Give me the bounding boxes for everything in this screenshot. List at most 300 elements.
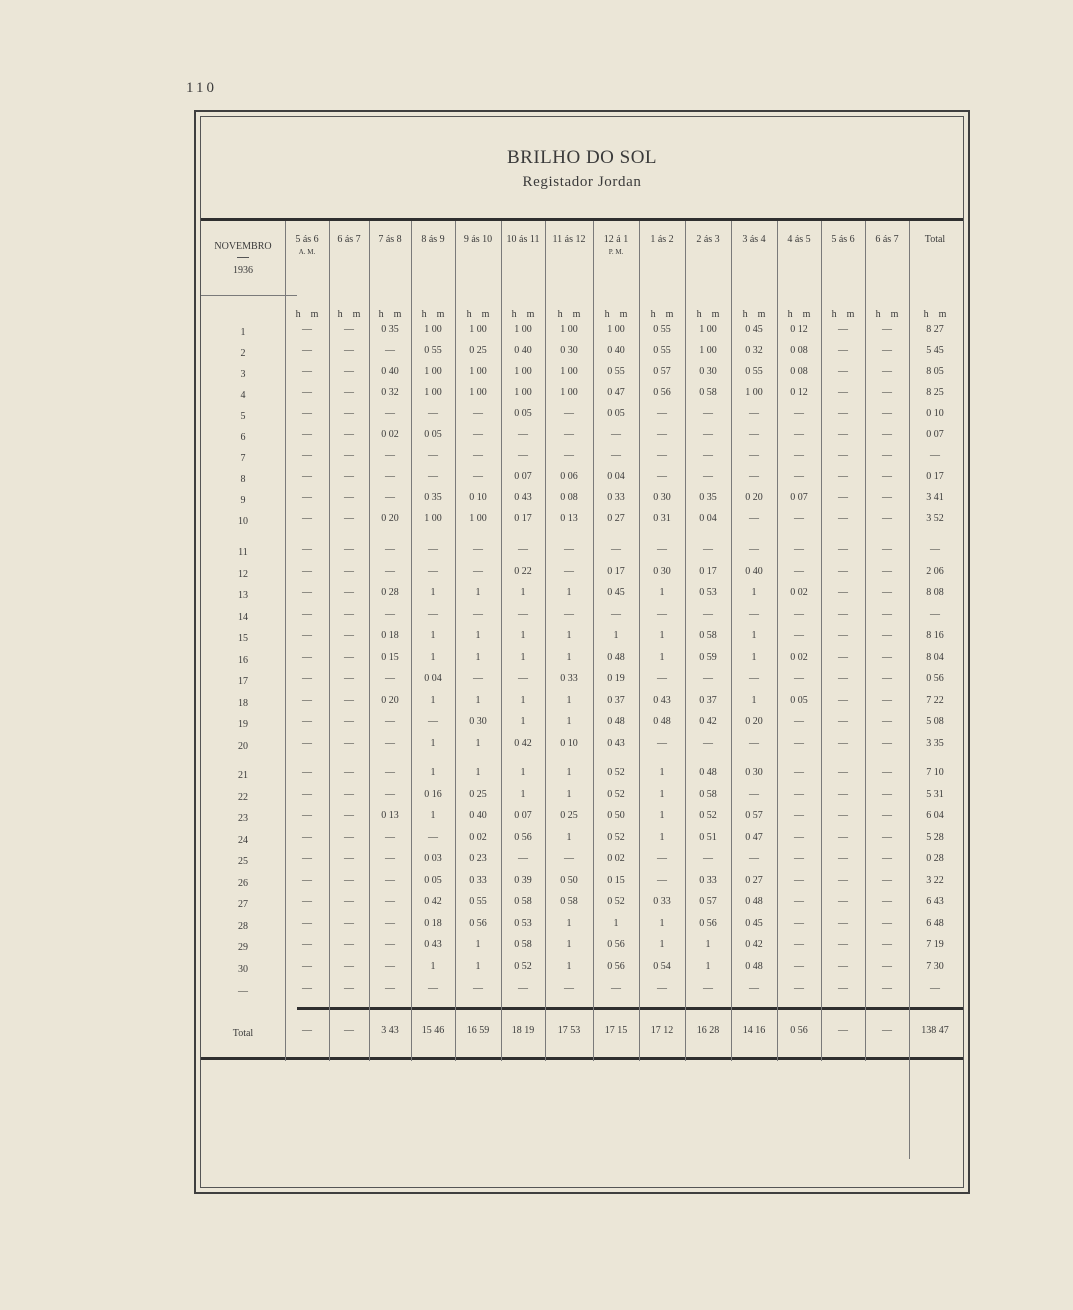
table-cell: 0 25 [469, 345, 487, 356]
day-label: 19 [238, 719, 248, 730]
table-cell: 1 00 [560, 387, 578, 398]
table-cell: — [882, 737, 892, 749]
table-cell: — [385, 853, 395, 864]
unit-hours: h [378, 309, 384, 320]
table-cell: — [302, 651, 312, 663]
table-cell: 0 53 [514, 917, 532, 929]
table-cell: 0 28 [381, 587, 399, 598]
table-frame [194, 110, 970, 1194]
table-cell: 0 05 [790, 694, 808, 706]
table-cell: 1 [659, 788, 665, 800]
table-cell: — [838, 513, 848, 524]
table-cell: — [518, 853, 528, 864]
table-cell: — [302, 716, 312, 727]
table-cell: 1 [475, 960, 481, 972]
table-cell: — [344, 471, 354, 482]
unit-label [593, 309, 639, 320]
table-cell: — [385, 982, 395, 994]
table-cell: 8 16 [926, 630, 944, 641]
table-cell: 1 00 [514, 366, 532, 377]
table-cell: 0 17 [514, 513, 532, 524]
table-cell: 8 25 [926, 387, 944, 398]
table-cell: 5 08 [926, 716, 944, 727]
table-cell: 0 02 [469, 831, 487, 843]
table-cell: — [344, 608, 354, 620]
table-cell: — [385, 673, 395, 684]
table-cell: 0 02 [381, 429, 399, 440]
table-cell: — [838, 788, 848, 800]
table-cell: — [838, 565, 848, 577]
table-cell: — [882, 810, 892, 821]
table-cell: — [344, 788, 354, 800]
table-cell: 7 22 [926, 694, 944, 706]
table-cell: 1 00 [424, 324, 442, 335]
table-cell: 7 19 [926, 939, 944, 950]
unit-hours: h [511, 309, 517, 320]
table-cell: 0 58 [560, 896, 578, 907]
month-year: 1936 [233, 265, 253, 276]
table-cell: — [838, 345, 848, 356]
table-cell: — [344, 694, 354, 706]
day-label: 21 [238, 770, 248, 781]
column-header: 5 ás 6 [295, 234, 319, 245]
table-cell: — [344, 810, 354, 821]
table-cell: 8 08 [926, 587, 944, 598]
table-cell: 1 [430, 694, 436, 706]
table-cell: 0 57 [653, 366, 671, 377]
unit-hours: h [337, 309, 343, 320]
day-label: 30 [238, 963, 248, 975]
table-cell: 0 50 [607, 810, 625, 821]
table-cell: — [302, 673, 312, 684]
unit-hours: h [295, 309, 301, 320]
unit-label [545, 309, 593, 320]
table-cell: 0 56 [514, 831, 532, 843]
table-cell: 1 [520, 767, 526, 778]
table-cell: 0 52 [699, 810, 717, 821]
table-cell: — [302, 471, 312, 482]
table-cell: 1 00 [424, 513, 442, 524]
table-cell: — [657, 408, 667, 419]
column-header: 5 ás 6 [831, 234, 855, 245]
unit-label [411, 309, 455, 320]
table-cell: — [473, 450, 483, 461]
table-cell: — [749, 429, 759, 440]
day-label: 1 [240, 327, 246, 338]
table-cell: 1 [520, 716, 526, 727]
table-cell: — [344, 960, 354, 972]
table-cell: 3 41 [926, 492, 944, 503]
table-cell: — [703, 450, 713, 461]
table-title: BRILHO DO SOL [506, 147, 658, 168]
table-cell: 1 [430, 630, 436, 641]
table-cell: — [882, 492, 892, 503]
table-cell: — [838, 982, 848, 994]
table-cell: — [882, 324, 892, 335]
table-cell: — [838, 544, 848, 555]
table-cell: 0 45 [745, 917, 763, 929]
table-cell: — [302, 429, 312, 440]
table-cell: — [882, 982, 892, 994]
table-cell: 0 40 [745, 565, 763, 577]
table-cell: 0 42 [699, 716, 717, 727]
column-header: 6 ás 7 [337, 234, 361, 245]
table-cell: 0 40 [469, 810, 487, 821]
table-cell: 0 59 [699, 651, 717, 663]
table-cell: 0 02 [790, 587, 808, 598]
table-cell: — [344, 450, 354, 461]
table-cell: — [518, 982, 528, 994]
table-cell: 0 33 [560, 673, 578, 684]
table-cell: — [611, 608, 621, 620]
table-cell: 0 08 [790, 366, 808, 377]
table-cell: 0 07 [514, 810, 532, 821]
table-cell: — [385, 831, 395, 843]
table-cell: — [794, 471, 804, 482]
unit-minutes: m [711, 309, 720, 320]
table-cell: 0 07 [790, 492, 808, 503]
table-cell: 0 06 [560, 471, 578, 482]
day-label: 17 [238, 676, 248, 687]
table-cell: 1 [751, 694, 757, 706]
column-header: 3 ás 4 [742, 234, 766, 245]
table-cell: — [344, 874, 354, 886]
table-cell: — [302, 917, 312, 929]
table-cell: 7 30 [926, 960, 944, 972]
table-cell: 1 [566, 939, 572, 950]
total-cell: — [882, 1025, 892, 1036]
table-cell: — [344, 716, 354, 727]
table-cell: 1 [566, 694, 572, 706]
day-label: 12 [238, 568, 248, 580]
table-cell: 1 [659, 810, 665, 821]
table-cell: — [302, 896, 312, 907]
table-cell: — [749, 544, 759, 555]
total-cell: 0 56 [790, 1025, 808, 1036]
table-cell: 0 30 [699, 366, 717, 377]
table-cell: — [344, 673, 354, 684]
table-cell: 0 16 [424, 788, 442, 800]
table-cell: — [473, 429, 483, 440]
table-cell: — [657, 982, 667, 994]
table-cell: 0 40 [607, 345, 625, 356]
unit-label [639, 309, 685, 320]
unit-label [821, 309, 865, 320]
table-cell: — [703, 673, 713, 684]
table-cell: 0 07 [514, 471, 532, 482]
table-cell: — [344, 544, 354, 555]
table-cell: — [473, 544, 483, 555]
day-label: 13 [238, 590, 248, 601]
table-cell: 0 42 [514, 737, 532, 749]
table-cell: — [838, 810, 848, 821]
column-divider [909, 221, 910, 1159]
table-cell: — [385, 788, 395, 800]
table-cell: 0 55 [653, 324, 671, 335]
unit-label [501, 309, 545, 320]
day-label: 18 [238, 697, 248, 709]
table-cell: — [385, 492, 395, 503]
table-cell: 0 58 [699, 387, 717, 398]
table-cell: — [930, 608, 940, 620]
table-cell: — [344, 767, 354, 778]
table-cell: 1 [751, 651, 757, 663]
table-cell: — [428, 544, 438, 555]
table-cell: — [385, 565, 395, 577]
column-header-period: A. M. [298, 248, 316, 256]
table-cell: 0 55 [653, 345, 671, 356]
month-header-rule [201, 295, 297, 296]
day-label: 5 [240, 411, 246, 422]
table-cell: 0 58 [699, 630, 717, 641]
table-cell: 0 43 [653, 694, 671, 706]
unit-hours: h [696, 309, 702, 320]
day-label: 22 [238, 791, 248, 803]
unit-minutes: m [526, 309, 535, 320]
table-cell: — [838, 492, 848, 503]
table-cell: 1 [475, 651, 481, 663]
table-cell: 0 31 [653, 513, 671, 524]
table-cell: — [385, 716, 395, 727]
total-cell: 14 16 [742, 1025, 766, 1036]
table-cell: — [302, 608, 312, 620]
table-cell: — [657, 874, 667, 886]
table-cell: — [882, 874, 892, 886]
table-cell: 0 04 [699, 513, 717, 524]
table-cell: 0 55 [607, 366, 625, 377]
table-cell: — [657, 737, 667, 749]
table-cell: 1 00 [514, 324, 532, 335]
column-header: 1 ás 2 [650, 234, 674, 245]
table-cell: 0 13 [560, 513, 578, 524]
table-cell: — [344, 917, 354, 929]
unit-hours: h [650, 309, 656, 320]
table-cell: 0 19 [607, 673, 625, 684]
table-cell: 0 52 [607, 788, 625, 800]
table-cell: 1 [705, 939, 711, 950]
table-cell: — [703, 408, 713, 419]
unit-label [909, 309, 961, 320]
unit-minutes: m [890, 309, 899, 320]
table-cell: — [838, 874, 848, 886]
table-cell: 5 45 [926, 345, 944, 356]
table-cell: — [385, 737, 395, 749]
table-cell: — [428, 608, 438, 620]
table-cell: 1 [475, 587, 481, 598]
table-cell: — [838, 673, 848, 684]
table-cell: — [794, 917, 804, 929]
table-cell: 0 25 [469, 788, 487, 800]
table-cell: — [749, 673, 759, 684]
table-cell: 0 56 [607, 939, 625, 950]
table-cell: — [838, 939, 848, 950]
table-cell: — [794, 831, 804, 843]
table-cell: 0 32 [745, 345, 763, 356]
table-cell: — [302, 767, 312, 778]
table-cell: 3 35 [926, 737, 944, 749]
table-cell: 0 33 [469, 874, 487, 886]
table-cell: — [882, 831, 892, 843]
table-cell: — [838, 960, 848, 972]
table-cell: — [882, 513, 892, 524]
table-cell: — [882, 673, 892, 684]
table-cell: 0 42 [745, 939, 763, 950]
table-cell: — [344, 324, 354, 335]
table-cell: 0 56 [607, 960, 625, 972]
page-number: 110 [186, 80, 217, 96]
table-cell: 1 [659, 917, 665, 929]
table-cell: — [882, 366, 892, 377]
table-cell: — [518, 673, 528, 684]
total-cell: 15 46 [421, 1025, 445, 1036]
table-cell: 0 33 [699, 874, 717, 886]
table-cell: 5 31 [926, 788, 944, 800]
table-cell: 1 [475, 939, 481, 950]
total-rule [297, 1007, 963, 1010]
table-cell: 0 20 [745, 716, 763, 727]
table-cell: — [703, 608, 713, 620]
table-cell: 1 [430, 651, 436, 663]
table-cell: 6 43 [926, 896, 944, 907]
table-cell: — [344, 630, 354, 641]
table-cell: 0 48 [745, 960, 763, 972]
table-cell: 0 12 [790, 387, 808, 398]
table-cell: — [302, 939, 312, 950]
table-cell: — [657, 450, 667, 461]
table-cell: — [564, 408, 574, 419]
table-cell: 0 20 [381, 694, 399, 706]
table-cell: 0 40 [514, 345, 532, 356]
table-cell: — [385, 917, 395, 929]
table-cell: — [703, 471, 713, 482]
table-cell: — [302, 831, 312, 843]
day-label: 15 [238, 633, 248, 644]
table-cell: 1 [520, 587, 526, 598]
table-cell: — [385, 939, 395, 950]
table-cell: — [838, 716, 848, 727]
table-cell: 0 30 [469, 716, 487, 727]
table-cell: 0 08 [560, 492, 578, 503]
table-cell: — [344, 492, 354, 503]
unit-minutes: m [938, 309, 947, 320]
table-cell: 1 00 [607, 324, 625, 335]
table-cell: 1 [613, 917, 619, 929]
table-cell: 1 00 [560, 324, 578, 335]
table-cell: — [794, 939, 804, 950]
table-cell: — [838, 450, 848, 461]
table-cell: — [838, 324, 848, 335]
table-cell: 1 [520, 788, 526, 800]
table-cell: 1 [475, 767, 481, 778]
table-cell: 0 55 [424, 345, 442, 356]
table-cell: 0 57 [745, 810, 763, 821]
table-cell: 0 39 [514, 874, 532, 886]
table-cell: — [794, 673, 804, 684]
table-cell: 0 48 [745, 896, 763, 907]
table-cell: — [794, 408, 804, 419]
table-cell: — [657, 608, 667, 620]
table-cell: 0 43 [424, 939, 442, 950]
table-cell: — [930, 450, 940, 461]
table-cell: — [344, 896, 354, 907]
table-cell: — [564, 853, 574, 864]
table-cell: 1 [475, 737, 481, 749]
table-cell: — [703, 429, 713, 440]
unit-hours: h [466, 309, 472, 320]
table-cell: — [518, 429, 528, 440]
table-cell: 1 [659, 831, 665, 843]
table-cell: — [302, 513, 312, 524]
table-cell: 1 [751, 587, 757, 598]
table-cell: 1 [659, 651, 665, 663]
table-cell: 0 22 [514, 565, 532, 577]
table-cell: — [428, 450, 438, 461]
table-cell: — [611, 982, 621, 994]
table-cell: 0 20 [381, 513, 399, 524]
month-dash [237, 257, 249, 258]
table-cell: — [838, 608, 848, 620]
table-cell: — [564, 565, 574, 577]
table-cell: 1 [566, 788, 572, 800]
table-cell: 0 17 [926, 471, 944, 482]
unit-minutes: m [802, 309, 811, 320]
unit-label [369, 309, 411, 320]
day-label: 3 [240, 369, 246, 380]
table-cell: — [344, 853, 354, 864]
table-cell: 1 00 [469, 324, 487, 335]
table-cell: — [344, 513, 354, 524]
table-cell: 0 32 [381, 387, 399, 398]
table-cell: 1 [566, 831, 572, 843]
table-cell: — [344, 651, 354, 663]
table-cell: — [794, 513, 804, 524]
table-cell: — [344, 831, 354, 843]
day-label: 28 [238, 920, 248, 932]
table-cell: 8 04 [926, 651, 944, 663]
unit-minutes: m [846, 309, 855, 320]
unit-minutes: m [619, 309, 628, 320]
table-cell: 0 04 [607, 471, 625, 482]
table-cell: — [749, 513, 759, 524]
table-cell: — [838, 853, 848, 864]
table-cell: 0 40 [381, 366, 399, 377]
table-cell: — [794, 737, 804, 749]
table-cell: 0 56 [653, 387, 671, 398]
table-cell: 0 52 [607, 896, 625, 907]
table-cell: 0 07 [926, 429, 944, 440]
table-cell: 0 58 [514, 939, 532, 950]
table-cell: 0 10 [560, 737, 578, 749]
table-cell: — [703, 982, 713, 994]
table-cell: 0 03 [424, 853, 442, 864]
month-label: NOVEMBRO [214, 241, 272, 252]
unit-minutes: m [393, 309, 402, 320]
table-cell: 0 37 [607, 694, 625, 706]
table-cell: — [344, 737, 354, 749]
day-label: 8 [240, 474, 246, 485]
total-cell: 17 53 [557, 1025, 581, 1036]
day-label: 7 [240, 453, 246, 464]
table-cell: — [302, 366, 312, 377]
table-cell: 0 30 [653, 565, 671, 577]
table-cell: — [302, 630, 312, 641]
table-cell: — [749, 737, 759, 749]
table-cell: 1 [566, 587, 572, 598]
table-cell: — [564, 544, 574, 555]
table-cell: — [611, 544, 621, 555]
table-cell: — [344, 565, 354, 577]
table-cell: — [385, 960, 395, 972]
